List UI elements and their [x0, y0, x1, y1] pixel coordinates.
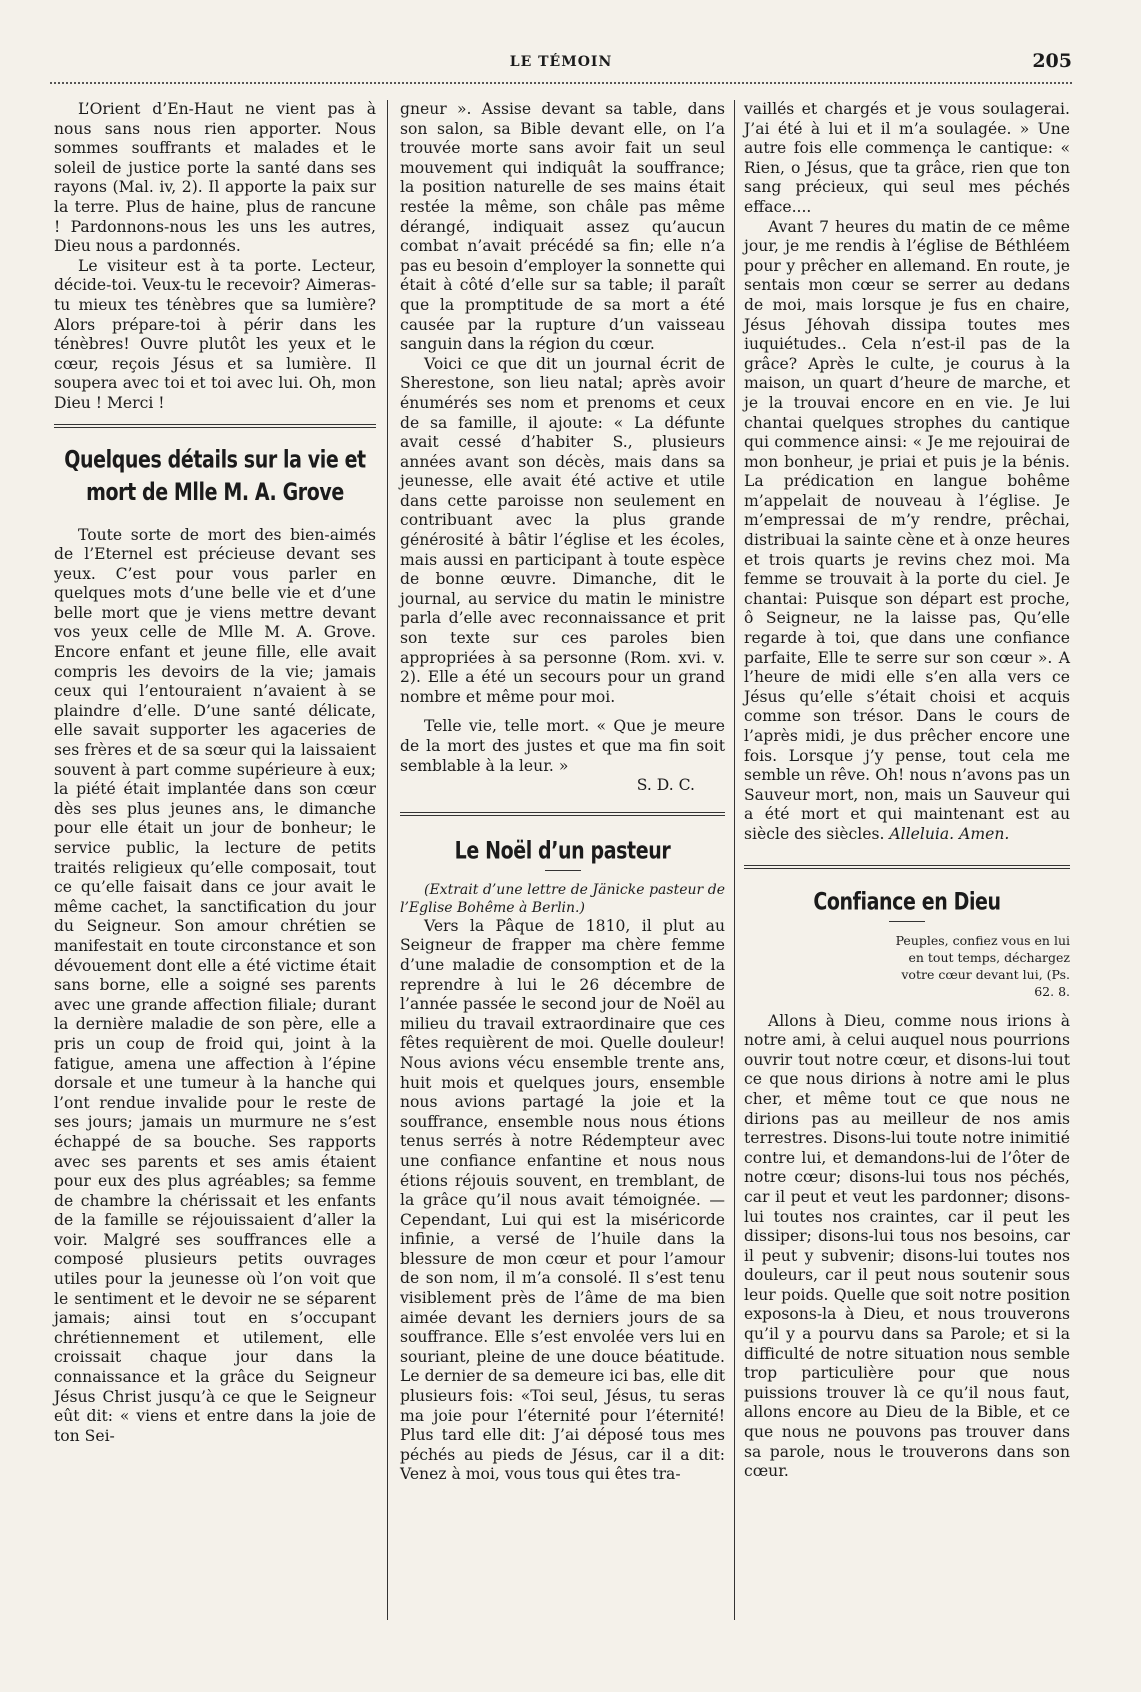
page-header — [50, 50, 1072, 78]
paragraph: Toute sorte de mort des bien-aimés de l’Eternel est précieuse devant ses yeux. C’est pour vous parler en quelques mots d’une belle vie et d’une belle mort que je viens mettre devant vos yeux celle de Mlle M. A. Grove. Encore enfant et jeune fille, elle avait compris les devoirs de la vie; jamais ceux qui l’entouraient n’avaient à se plaindre d’elle. D’une santé délicate, elle savait supporter les agaceries de ses frères et de sa sœur qui la laissaient souvent à part comme supérieure à eux; la piété était implantée dans son cœur dès ses plus jeunes ans, le dimanche pour elle était un jour de bonheur; le service public, la lecture de petits traités religieux qu’elle composait, tout ce qu’elle faisait dans ce jour avait le même cachet, la sanctification du jour du Seigneur. Son amour chrétien se manifestait en toute circonstance et son dévouement dont elle a été victime était sans borne, elle a soigné ses parents avec une grande affection filiale; durant la dernière maladie de son père, elle a pris un coup de froid qui, joint à la fatigue, amena une affection à l’épine dorsale et une tumeur à la hanche qui l’ont rendue invalide pour le reste de ses jours; jamais un murmure ne s’est échappé de sa bouche. Ses rapports avec ses parents et ses amis étaient pour eux des plus agréables; sa femme de chambre la chérissait et les enfants de la famille se réjouissaient d’aller la voir. Malgré ses souffrances elle a composé plusieurs petits ouvrages utiles pour la jeunesse où l’on voit que le sentiment et le devoir ne se séparent jamais; ainsi tout en s’occupant chrétiennement et utilement, elle croissait chaque jour dans la connaissance et la grâce du Seigneur Jésus Christ jusqu’à ce que le Seigneur eût dit: « viens et entre dans la joie de ton Sei- — [54, 525, 376, 1445]
paragraph-text: Avant 7 heures du matin de ce même jour, je me rendis à l’église de Béthléem pour y prêcher en allemand. En route, je sentais mon cœur se serrer au dedans de moi, mais lorsque je fus en chaire, Jésus Jéhovah dissipa toutes mes iuquiétudes.. Cela n’est-il pas de la grâce? Après le culte, je courus à la maison, un quart d’heure de marche, et je la trouvai encore en en vie. Je lui chantai quelques strophes du cantique qui commence ainsi: « Je me rejouirai de mon bonheur, je priai et puis je la bénis. La prédication en langue bohême m’appelait de nouveau à l’église. Je m’empressai de m’y rendre, prêchai, distribuai la sainte cène et à onze heures et trois quarts je revins chez moi. Ma femme se trouvait à la porte du ciel. Je chantai: Puisque son départ est proche, ô Seigneur, ne la laisse pas, Qu’elle regarde à toi, que dans une confiance parfaite, Elle te serre sur son cœur ». A l’heure de midi elle s’en alla vers ce Jésus qu’elle s’était choisi et acquis comme son trésor. Dans le cours de l’après midi, je dus prêcher encore une fois. Lorsque j’y pense, tout cela me semble un rêve. Oh! nous n’avons pas un Sauveur mort, non, mais un Sauveur qui a été mort et qui maintenant est au siècle des siècles. — [744, 217, 1070, 843]
paragraph: vaillés et chargés et je vous soulagerai. J’ai été à lui et il m’a soulagée. » Une autre fois elle commença le cantique: « Rien, o Jésus, que ta grâce, rien que ton sang précieux, qui seul mes péchés efface.... — [744, 100, 1070, 216]
paragraph: Allons à Dieu, comme nous irions à notre ami, à celui auquel nous pourrions ouvrir tout notre cœur, et disons-lui tout ce que nous dirions à notre ami le plus cher, et même tout ce que nous ne dirions pas au meilleur de nos amis terrestres. Disons-lui toute notre inimitié contre lui, et demandons-lui de l’ôter de notre cœur; disons-lui tous nos péchés, car il peut et veut les pardonner; disons-lui toutes nos craintes, car il peut les dissiper; disons-lui tous nos besoins, car il peut y subvenir; disons-lui toutes nos douleurs, car il peut nous soutenir sous leur poids. Quelle que soit notre position exposons-la à Dieu, et nous trouverons qu’il y a pourvu dans sa Parole; et si la difficulté de notre situation nous semble trop particulière pour que nous puissions trouver là ce qu’il nous faut, allons encore au Dieu de la Bible, et ce que nous ne pouvons pas trouver dans sa parole, nous le trouverons dans son cœur. — [744, 1011, 1070, 1481]
column-3 — [744, 100, 1070, 1482]
epigraph: Peuples, confiez vous en lui en tout temps, déchargez votre cœur devant lui, (Ps. 62. 8. — [895, 932, 1070, 999]
page-number: 205 — [1032, 50, 1072, 72]
heading-rule — [889, 921, 925, 922]
paragraph: L’Orient d’En-Haut ne vient pas à nous sans nous rien apporter. Nous sommes souffrants et malades et le soleil de justice porte la santé dans ses rayons (Mal. iv, 2). Il apporte la paix sur la terre. Plus de haine, plus de rancune ! Pardonnons-nous les uns les autres, Dieu nous a pardonnés. — [54, 100, 376, 256]
paragraph: Voici ce que dit un journal écrit de Sherestone, son lieu natal; après avoir énumérés ses nom et prenoms et ceux de sa famille, il ajoute: « La défunte avait cessé d’habiter S., plusieurs années avant son décès, mais dans sa jeunesse, elle avait été active et utile dans cette paroisse non seulement en contribuant avec la plus grande générosité à bâtir l’église et les écoles, mais aussi en participant à toute espèce de bonne œuvre. Dimanche, dit le journal, au service du matin le ministre parla d’elle avec reconnaissance et prit son texte sur ces paroles bien appropriées à sa personne (Rom. xvi. v. 2). Elle a été un secours pour un grand nombre et même pour moi. — [400, 354, 725, 706]
column-1 — [54, 100, 376, 1446]
signature: S. D. C. — [636, 776, 695, 795]
section-rule — [400, 815, 725, 816]
article-heading: Confiance en Dieu — [813, 887, 1001, 916]
column-rule-1 — [387, 100, 388, 1620]
heading-rule — [545, 870, 581, 871]
paragraph: Le visiteur est à ta porte. Lecteur, décide-toi. Veux-tu le recevoir? Aimeras-tu mieux tes ténèbres que sa lumière? Alors prépare-toi à périr dans les ténèbres! Ouvre plutôt les yeux et le cœur, reçois Jésus et sa lumière. Il soupera avec toi et toi avec lui. Oh, mon Dieu ! Merci ! — [54, 256, 376, 412]
article-heading: Quelques détails sur la vie et mort de Mlle M. A. Grove — [64, 445, 366, 506]
section-rule — [744, 865, 1070, 866]
paragraph: Telle vie, telle mort. « Que je meure de la mort des justes et que ma fin soit semblable à la leur. » — [400, 717, 725, 775]
section-rule — [54, 424, 376, 425]
paragraph: Vers la Pâque de 1810, il plut au Seigneur de frapper ma chère femme d’une maladie de consomption et de la reprendre à lui le 26 décembre de l’année passée le second jour de Noël au milieu du travail extraordinaire que ces fêtes requièrent de moi. Quelle douleur! Nous avions vécu ensemble trente ans, huit mois et quelques jours, ensemble nous avions partagé la joie et la souffrance, ensemble nous nous étions tenus serrés à notre Rédempteur avec une confiance enfantine et nous nous étions réjouis souvent, en tremblant, de la grâce qu’il nous avait témoignée. — Cependant, Lui qui est la miséricorde infinie, a versé de l’huile dans la blessure de mon cœur et pour l’amour de son nom, il m’a consolé. Il s’est tenu visiblement près de l’âme de ma bien aimée devant les derniers jours de sa souffrance. Elle s’est envolée vers lui en souriant, pleine de une douce béatitude. Le dernier de sa demeure ici bas, elle dit plusieurs fois: «Toi seul, Jésus, tu seras ma joie pour l’éternité pour l’éternité! Plus tard elle dit: J’ai déposé tous mes péchés au pieds de Jésus, car il a dit: Venez à moi, vous tous qui êtes tra- — [400, 916, 725, 1484]
column-rule-2 — [734, 100, 735, 1620]
section-rule — [744, 868, 1070, 869]
article-subtitle: (Extrait d’une lettre de Jänicke pasteur de l’Eglise Bohême à Berlin.) — [400, 881, 725, 916]
paragraph — [744, 218, 1070, 845]
section-rule — [54, 427, 376, 428]
article-heading: Le Noël d’un pasteur — [454, 837, 671, 865]
column-2 — [400, 100, 725, 1485]
closing-words: Alleluia. Amen. — [889, 824, 1010, 843]
running-title: LE TÉMOIN — [509, 54, 613, 70]
header-rule — [50, 82, 1072, 84]
paragraph: gneur ». Assise devant sa table, dans son salon, sa Bible devant elle, on l’a trouvée morte sans avoir fait un seul mouvement qui indiquât la souffrance; la position naturelle de ses mains était restée la même, son châle pas même dérangé, indiquait assez qu’aucun combat n’avait précédé sa fin; elle n’a pas eu besoin d’employer la sonnette qui était à côté d’elle sur sa table; il paraît que la promptitude de sa mort a été causée par la rupture d’un vaisseau sanguin dans la région du cœur. — [400, 100, 725, 354]
section-rule — [400, 812, 725, 813]
